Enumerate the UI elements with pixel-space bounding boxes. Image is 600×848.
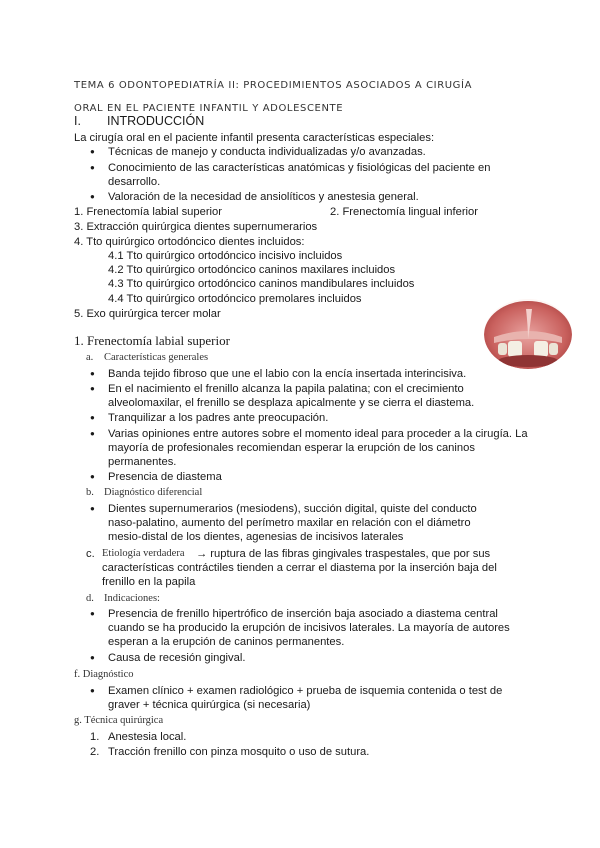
- bullet-dot: ●: [90, 609, 95, 618]
- intro-bullet-text: Conocimiento de las características anatómicas y fisiológicas del paciente en: [108, 162, 491, 174]
- subsection-label: b.: [86, 487, 94, 498]
- bullet-text: alveolomaxilar, el frenillo se desplaza apicalmente y se cierra el diastema.: [108, 397, 475, 409]
- frenum-photo: [484, 299, 572, 369]
- sub-list-item: 4.2 Tto quirúrgico ortodóncico caninos maxilares incluidos: [108, 264, 396, 276]
- paragraph-text: → ruptura de las fibras gingivales traspestales, que por sus: [196, 548, 491, 560]
- bullet-dot: ●: [90, 686, 95, 695]
- bullet-text: graver + técnica quirúrgica (si necesaria): [108, 699, 311, 711]
- bullet-dot: ●: [90, 192, 95, 201]
- bullet-dot: ●: [90, 384, 95, 393]
- bullet-dot: ●: [90, 429, 95, 438]
- intro-numeral: I.: [74, 114, 81, 128]
- bullet-dot: ●: [90, 413, 95, 422]
- bullet-dot: ●: [90, 369, 95, 378]
- subsection-label: a.: [86, 352, 94, 363]
- bullet-text: naso-palatino, aumento del perímetro maxilar en relación con el diámetro: [108, 517, 471, 529]
- numbered-text: Anestesia local.: [108, 731, 187, 743]
- bullet-text: Presencia de diastema: [108, 471, 222, 483]
- subsection-label: c.: [86, 548, 95, 560]
- subsection-label: d.: [86, 593, 94, 604]
- numbered-text: Tracción frenillo con pinza mosquito o uso de sutura.: [108, 746, 370, 758]
- subsection-title: Etiología verdadera: [102, 548, 185, 559]
- bullet-text: Examen clínico + examen radiológico + prueba de isquemia contenida o test de: [108, 685, 503, 697]
- sub-list-item: 4.3 Tto quirúrgico ortodóncico caninos mandibulares incluidos: [108, 278, 415, 290]
- bullet-text: Dientes supernumerarios (mesiodens), succión digital, quiste del conducto: [108, 503, 477, 515]
- bullet-text: Tranquilizar a los padres ante preocupación.: [108, 412, 329, 424]
- subsection-title: Diagnóstico diferencial: [104, 487, 203, 498]
- bullet-dot: ●: [90, 147, 95, 156]
- bullet-text: Varias opiniones entre autores sobre el momento ideal para proceder a la cirugía. La: [108, 428, 528, 440]
- bullet-text: Causa de recesión gingival.: [108, 652, 246, 664]
- section-heading: 1. Frenectomía labial superior: [74, 333, 230, 348]
- bullet-text: mesio-distal de los dientes, agenesias de incisivos laterales: [108, 531, 404, 543]
- bullet-text: cuando se ha producido la erupción de incisivos laterales. La mayoría de autores: [108, 622, 510, 634]
- bullet-dot: ●: [90, 163, 95, 172]
- sub-list-item: 4.4 Tto quirúrgico ortodóncico premolares incluidos: [108, 293, 362, 305]
- bullet-text: esperan a la erupción de caninos permanentes.: [108, 636, 345, 648]
- subsection-title: f. Diagnóstico: [74, 669, 134, 680]
- bullet-text: Presencia de frenillo hipertrófico de inserción baja asociado a diastema central: [108, 608, 498, 620]
- paragraph-text: frenillo en la papila: [102, 576, 196, 588]
- list-item: 5. Exo quirúrgica tercer molar: [74, 308, 221, 320]
- subsection-title: Indicaciones:: [104, 593, 160, 604]
- bullet-text: Banda tejido fibroso que une el labio con la encía insertada interincisiva.: [108, 368, 467, 380]
- subsection-title: Características generales: [104, 352, 209, 363]
- document-title: TEMA 6 ODONTOPEDIATRÍA II: PROCEDIMIENTOS ASOCIADOS A CIRUGÍA ORAL EN EL PACIENTE INFANTIL Y ADOLESCENTE: [74, 80, 473, 114]
- bullet-dot: ●: [90, 653, 95, 662]
- sub-list-item: 4.1 Tto quirúrgico ortodóncico incisivo incluidos: [108, 250, 343, 262]
- bullet-text: permanentes.: [108, 456, 177, 468]
- bullet-text: En el nacimiento el frenillo alcanza la papila palatina; con el crecimiento: [108, 383, 464, 395]
- intro-heading: INTRODUCCIÓN: [107, 114, 205, 128]
- list-item: 2. Frenectomía lingual inferior: [330, 206, 478, 218]
- bullet-dot: ●: [90, 504, 95, 513]
- intro-bullet-text: desarrollo.: [108, 176, 161, 188]
- paragraph-text: características contráctiles tienden a cerrar el diastema por la inserción baja del: [102, 562, 497, 574]
- numbered-marker: 2.: [90, 746, 100, 758]
- list-item: 4. Tto quirúrgico ortodóncico dientes incluidos:: [74, 236, 305, 248]
- bullet-text: mayoría de profesionales recomiendan esperar la erupción de los caninos: [108, 442, 475, 454]
- list-item: 1. Frenectomía labial superior: [74, 206, 222, 218]
- numbered-marker: 1.: [90, 731, 100, 743]
- list-item: 3. Extracción quirúrgica dientes supernumerarios: [74, 221, 318, 233]
- subsection-title: g. Técnica quirúrgica: [74, 715, 164, 726]
- intro-bullet-text: Valoración de la necesidad de ansiolíticos y anestesia general.: [108, 191, 419, 203]
- intro-lead: La cirugía oral en el paciente infantil presenta características especiales:: [74, 132, 435, 144]
- intro-bullet-text: Técnicas de manejo y conducta individualizadas y/o avanzadas.: [108, 146, 426, 158]
- frenum-illustration: [484, 299, 572, 369]
- bullet-dot: ●: [90, 472, 95, 481]
